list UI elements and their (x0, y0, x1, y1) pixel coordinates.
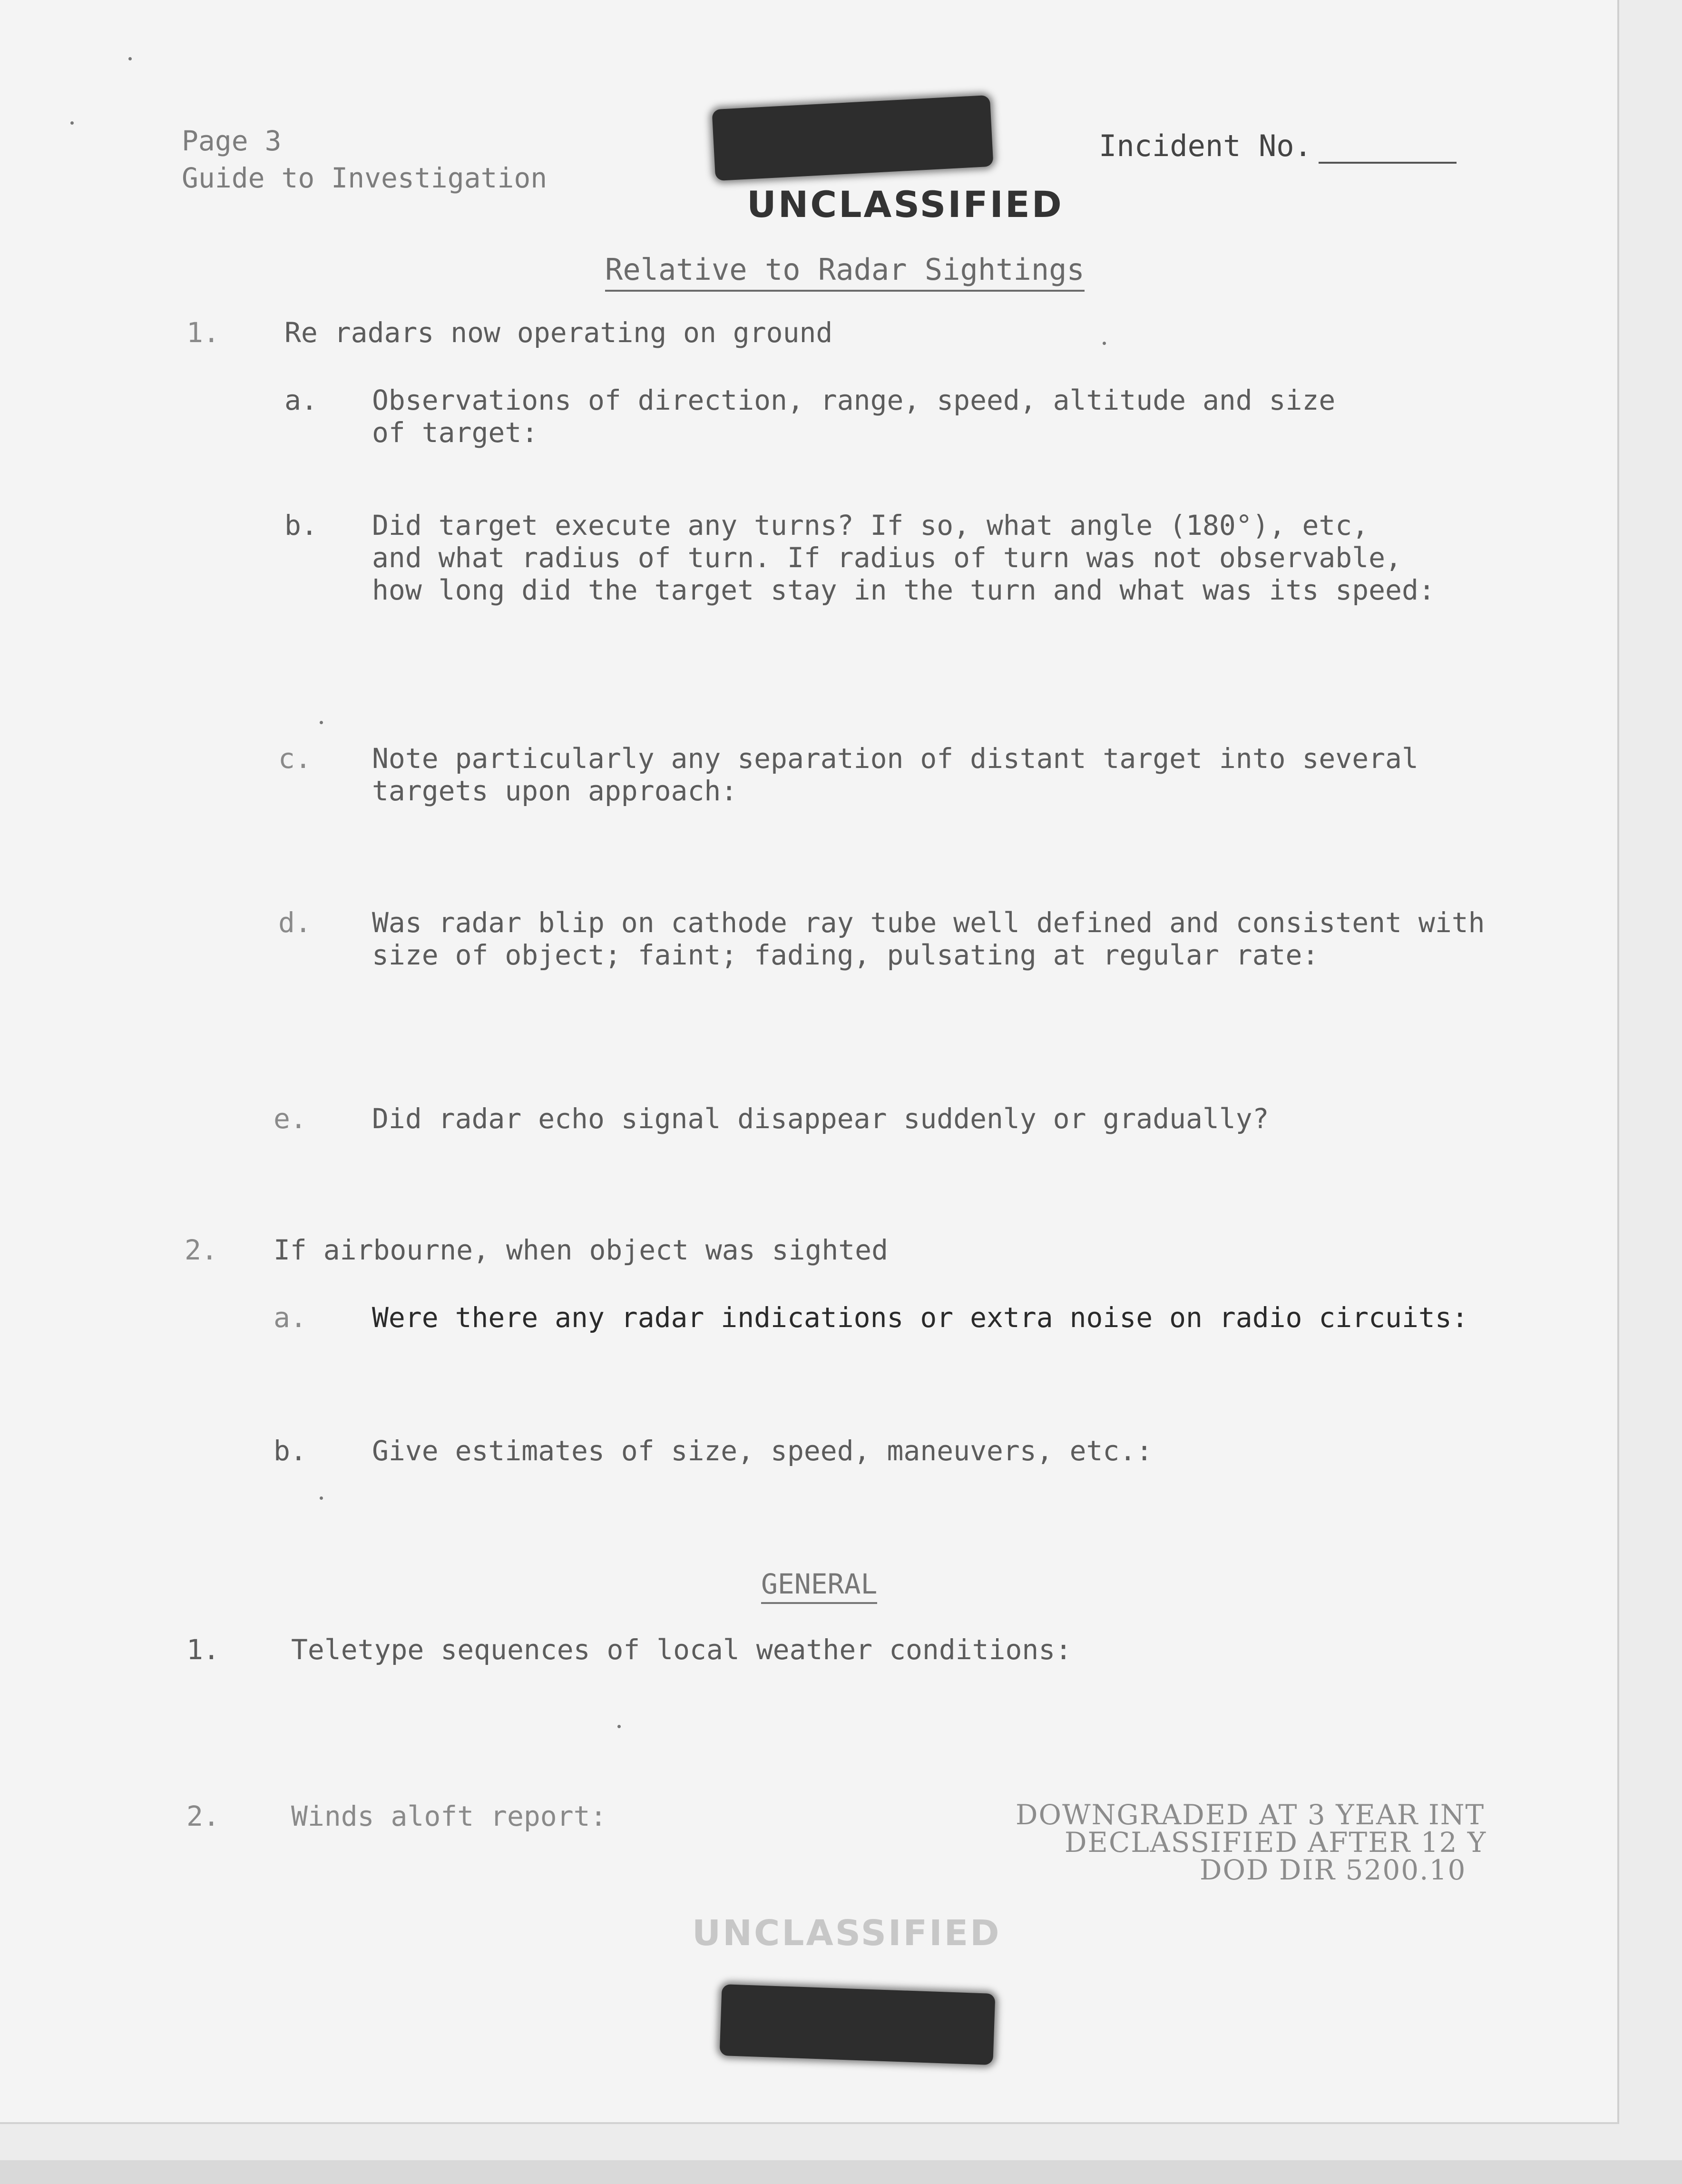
item-1-text: Re radars now operating on ground (284, 316, 833, 349)
item-1e-line-1: Did radar echo signal disappear suddenly or gradually? (372, 1102, 1269, 1135)
item-1d-letter: d. (278, 906, 312, 939)
item-1a-letter: a. (284, 384, 318, 416)
scan-speck (320, 1496, 323, 1500)
item-2-text: If airbourne, when object was sighted (274, 1234, 889, 1266)
item-2a-letter: a. (274, 1301, 307, 1334)
item-1a-line-1: Observations of direction, range, speed, altitude and size (372, 384, 1336, 416)
item-1c-line-2: targets upon approach: (372, 775, 738, 807)
redaction-bar-bottom (720, 1984, 996, 2065)
item-1-number: 1. (186, 316, 220, 349)
item-1b-line-1: Did target execute any turns? If so, what angle (180°), etc, (372, 509, 1369, 541)
section-title: Relative to Radar Sightings (605, 252, 1085, 292)
incident-number-label: Incident No. (1099, 128, 1312, 163)
item-1e-letter: e. (274, 1102, 307, 1135)
scan-speck (617, 1725, 621, 1728)
item-1c-letter: c. (278, 742, 312, 775)
page-number: Page 3 (182, 125, 282, 157)
item-1b-line-3: how long did the target stay in the turn and what was its speed: (372, 574, 1435, 606)
incident-number-blank (1319, 162, 1457, 164)
classification-stamp-top: UNCLASSIFIED (747, 183, 1064, 226)
scan-speck (1103, 342, 1106, 345)
general-item-2-text: Winds aloft report: (291, 1800, 607, 1832)
item-1d-line-1: Was radar blip on cathode ray tube well defined and consistent with (372, 906, 1485, 939)
general-item-2-number: 2. (186, 1800, 220, 1832)
item-1c-line-1: Note particularly any separation of distant target into several (372, 742, 1418, 775)
classification-stamp-bottom: UNCLASSIFIED (692, 1913, 1001, 1954)
item-2b-letter: b. (274, 1435, 307, 1467)
item-2a-line-1: Were there any radar indications or extra noise on radio circuits: (372, 1301, 1468, 1334)
item-2b-line-1: Give estimates of size, speed, maneuvers, etc.: (372, 1435, 1153, 1467)
item-2-number: 2. (185, 1234, 218, 1266)
general-section-title: GENERAL (761, 1568, 877, 1604)
scan-border (0, 2160, 1682, 2184)
item-1b-letter: b. (284, 509, 318, 541)
item-1a-line-2: of target: (372, 416, 538, 449)
document-subtitle: Guide to Investigation (182, 162, 548, 194)
general-item-1-number: 1. (186, 1633, 220, 1666)
downgrade-stamp-line-1: DOWNGRADED AT 3 YEAR INT (1016, 1799, 1485, 1831)
scan-speck (128, 57, 132, 60)
item-1b-line-2: and what radius of turn. If radius of turn was not observable, (372, 541, 1402, 574)
downgrade-stamp-line-2: DECLASSIFIED AFTER 12 Y (1065, 1826, 1487, 1859)
downgrade-stamp-line-3: DOD DIR 5200.10 (1200, 1854, 1467, 1886)
scan-speck (70, 121, 74, 125)
general-item-1-text: Teletype sequences of local weather conditions: (291, 1633, 1072, 1666)
scan-speck (320, 721, 323, 724)
redaction-bar-top (712, 95, 993, 181)
item-1d-line-2: size of object; faint; fading, pulsating at regular rate: (372, 939, 1319, 971)
